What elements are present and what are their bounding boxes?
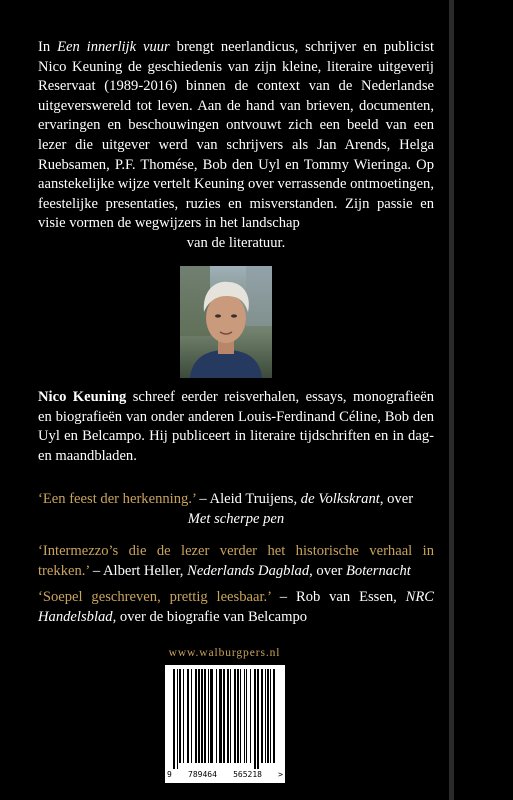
book-title: Een innerlijk vuur [57,39,170,55]
barcode-bar [267,669,269,763]
barcode-bar [187,669,189,763]
author-portrait-image [180,266,272,378]
barcode-bar [179,669,181,763]
barcode-bar [273,669,275,763]
quoted-book-title: Met scherpe pen [187,510,285,527]
isbn-group-1: 789464 [188,770,217,779]
quote-text: ‘Intermezzo’s die de lezer verder het historische verhaal in trekken.’ [38,543,434,579]
barcode-bar [230,669,231,763]
blurb-block [38,38,434,254]
barcode-bar [234,669,236,763]
barcode-bars [165,665,285,769]
isbn-quiet-zone-marker: > [278,770,283,779]
barcode-bar [244,669,245,763]
author-bio [38,388,434,466]
barcode-bar [261,669,263,763]
quote-source: Nederlands Dagblad [187,562,310,579]
barcode-bar [173,669,175,769]
barcode-bar [250,669,251,763]
isbn-number [165,770,285,779]
blurb-intro: In [38,39,58,55]
spine-edge [449,0,454,800]
review-quote-1 [38,490,434,529]
barcode-bar [219,669,222,763]
barcode-bar [216,669,217,763]
quote-tail: , over [379,491,414,507]
quote-attribution: – Rob van Essen, [270,589,406,605]
barcode-bar [204,669,206,763]
publisher-website[interactable]: www.walburgpers.nl [168,647,281,659]
quote-text: ‘Soepel geschreven, prettig leesbaar.’ [38,589,271,605]
quote-source: de Volkskrant [300,491,380,507]
blurb-last-line: van de literatuur. [186,234,286,251]
barcode-bar [195,669,197,763]
review-quote-3 [38,588,434,627]
barcode-bar [240,669,241,763]
barcode-bar [191,669,192,763]
isbn-barcode [165,665,285,783]
quote-attribution: – Albert Heller, [89,562,188,579]
author-name: Nico Keuning [38,389,127,405]
quoted-book-title: Boternacht [346,562,411,579]
quote-line2 [38,510,434,530]
spine [449,0,513,800]
barcode-bar [270,669,271,763]
barcode-bar [227,669,229,763]
barcode-bar [198,669,200,763]
isbn-group-2: 565218 [233,770,262,779]
barcode-bar [183,669,184,763]
isbn-lead-digit: 9 [167,770,172,779]
blurb-body: brengt neerlandicus, schrijver en publicist Nico Keuning de geschiedenis van zijn kleine, literaire uitgeverij Reservaat (1989-2016) binnen de context van de Nederlandse uitgeverswereld tot leven. Aan de hand van brieven, documenten, ervaringen en beschouwingen ontvouwt zich een beeld van een lezer die uitgever werd van schrijvers als Jan Arends, Helga Ruebsamen, P.F. Thomése, Bob den Uyl en Tommy Wieringa. Op aanstekelijke wijze vertelt Keuning over verrassende ontmoetingen, feestelijke presentaties, ruzies en misverstanden. Zijn passie en visie vormen de wegwijzers in het landschap [38,39,435,232]
barcode-bar [246,669,247,763]
barcode-bar [223,669,225,763]
barcode-bar [201,669,203,763]
barcode-bar [237,669,239,763]
barcode-bar [257,669,259,769]
quote-tail: over de biografie van Belcampo [116,608,308,625]
review-quote-2 [38,542,434,581]
author-bio-text: schreef eerder reisverhalen, essays, monografieën en biografieën van onder anderen Louis-Ferdinand Céline, Bob den Uyl en Belcampo. Hij publiceert in literaire tijdschriften en in dag- en maandbladen. [38,389,434,464]
quote-source: NRC Handelsblad, [38,589,435,625]
quote-attribution: – Aleid Truijens, [195,491,301,507]
barcode-bar [254,669,256,769]
barcode-bar [265,669,266,763]
quote-text: ‘Een feest der herkenning.’ [38,491,196,507]
barcode-bar [208,669,209,763]
author-photo [180,266,272,378]
quote-tail: , over [309,562,347,579]
barcode-bar [210,669,213,763]
barcode-bar [177,669,178,769]
blurb [38,38,434,254]
